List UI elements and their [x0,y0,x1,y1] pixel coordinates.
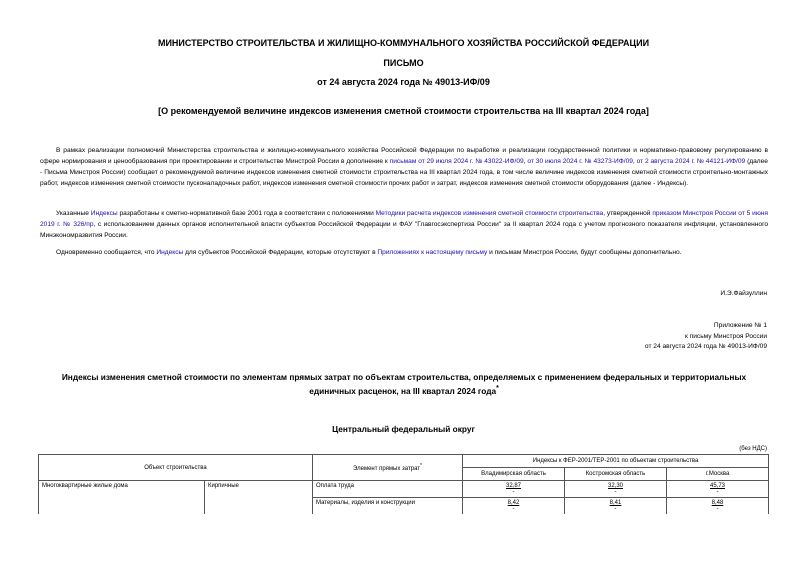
paragraph-text: , [523,158,528,165]
paragraph-1 [40,145,768,189]
link-appendices[interactable]: Приложениях к настоящему письму [377,249,488,256]
cell-object-type: Кирпичные [205,481,313,498]
paragraph-text: В рамках реализации полномочий Министерства строительства и жилищно-коммунального хозяйства Российской Федерации по выработке и реализации государственной политики и нормативно-правовому регулированию в сфере нормирования и ценообразования при проектировании и строительстве Минстрой России в дополнение к [40,147,768,165]
cell-element: Оплата труда [313,481,463,498]
paragraph-text: (далее - Письма Минстроя России) сообщает о рекомендуемой величине индексов изменения сметной стоимости строительства на III квартал 2024 года, в том числе величине индексов изменения сметной стоимости строительно-монтажных работ, индексов изменения сметной стоимости пусконаладочных работ, индексов изменения сметной стоимости прочих работ и затрат, индексов изменения сметной стоимости оборудования (далее - Индексы). [40,158,768,187]
paragraph-text: разработаны к сметно-нормативной базе 2001 года в соответствии с положениями [117,210,376,217]
paragraph-3 [40,247,768,258]
link-indices[interactable]: Индексы [90,210,118,217]
ministry-heading: МИНИСТЕРСТВО СТРОИТЕЛЬСТВА И ЖИЛИЩНО-КОММУНАЛЬНОГО ХОЗЯЙСТВА РОССИЙСКОЙ ФЕДЕРАЦИИ [157,38,650,48]
table-title-text: Индексы изменения сметной стоимости по элементам прямых затрат по объектам строительства, определяемых с применением федеральных и территориальных единичных расценок, на III квартал 2024 года [61,372,747,396]
header-element: Элемент прямых затрат* [313,455,463,481]
value-link[interactable]: 8,41 [609,500,622,506]
header-region-vladimir: Владимирская область [463,468,565,481]
cell-value: 32,30 - [565,481,667,498]
indices-table [38,454,769,514]
header-indices: Индексы к ФЕР-2001/ТЕР-2001 по объектам строительства [463,455,769,468]
paragraph-text: для субъектов Российской Федерации, которые отсутствуют в [183,249,378,256]
region-heading: Центральный федеральный округ [332,424,475,434]
link-order-326[interactable]: приказом Минстроя России от 5 июня 2019 г. № 326/пр [40,210,769,228]
link-letter-30-july[interactable]: от 30 июля 2024 г. № 43273-ИФ/09 [527,158,633,165]
appendix-line-3: от 24 августа 2024 года № 49013-ИФ/09 [644,343,767,350]
value-link[interactable]: 8,48 [711,500,724,506]
document-subject: [О рекомендуемой величине индексов изменения сметной стоимости строительства на III квартал 2024 года] [158,106,649,116]
cell-object-name: Многоквартирные жилые дома [39,481,205,498]
cell-element: Материалы, изделия и конструкции [313,498,463,515]
value-link[interactable]: 45,73 [710,483,726,489]
document-date: от 24 августа 2024 года № 49013-ИФ/09 [317,77,490,87]
cell-value: 8,42 - [463,498,565,515]
cell-object-name-cont [39,498,205,515]
cell-value: 32,87 - [463,481,565,498]
header-region-kostroma: Костромская область [565,468,667,481]
table-row [39,498,769,515]
table-title [40,371,768,397]
footnote-mark[interactable]: * [496,385,499,392]
appendix-block [645,321,767,353]
cell-value: 45,73 - [667,481,769,498]
paragraph-text: Указанные [56,210,91,217]
vat-note: (без НДС) [739,446,767,452]
value-link[interactable]: 32,30 [607,483,623,489]
cell-value: 8,48 - [667,498,769,515]
document-type: ПИСЬМО [383,58,424,68]
signer-name: И.Э.Файзуллин [720,290,767,297]
paragraph-text: , утвержденной [603,210,653,217]
cell-value: 8,41 - [565,498,667,515]
paragraph-text: , [632,158,637,165]
link-methodology[interactable]: Методики расчета индексов изменения сметной стоимости строительства [375,210,604,217]
link-letter-29-july[interactable]: письмам от 29 июля 2024 г. № 43022-ИФ/09 [389,158,524,165]
table-header-row [39,455,769,468]
table-row [39,481,769,498]
paragraph-text: , с использованием данных органов исполнительной власти субъектов Российской Федерации и ФАУ "Главгосэкспертиза России" за II квартал 2024 года с учетом прогнозного показателя инфляции, установленного Минэкономразвития России. [40,221,768,239]
paragraph-text: Одновременно сообщается, что [56,249,157,256]
paragraph-text: и письмам Минстроя России, будут сообщены дополнительно. [487,249,682,256]
paragraph-2 [40,208,768,241]
footnote-mark[interactable]: * [420,463,422,469]
appendix-line-1: Приложение № 1 [713,322,767,329]
appendix-line-2: к письму Минстроя России [684,332,767,340]
link-letter-2-august[interactable]: от 2 августа 2024 г. № 44121-ИФ/09 [636,158,746,165]
link-indices-2[interactable]: Индексы [156,249,184,256]
value-link[interactable]: 32,87 [505,483,521,489]
header-object: Объект строительства [39,455,313,481]
cell-object-type-cont [205,498,313,515]
value-link[interactable]: 8,42 [507,500,520,506]
header-region-moscow: г.Москва [667,468,769,481]
